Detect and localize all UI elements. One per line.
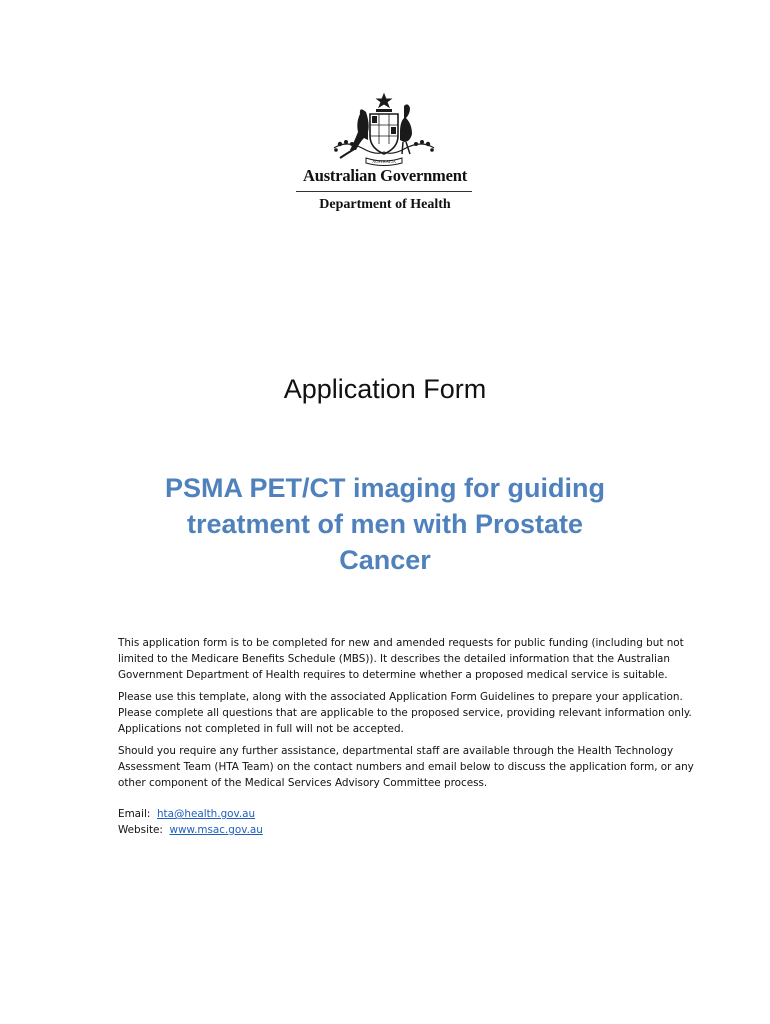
email-line [118, 806, 263, 822]
paragraph-line: Assessment Team (HTA Team) on the contact numbers and email below to discuss the application form, or any [118, 761, 694, 773]
paragraph-line: Government Department of Health requires to determine whether a proposed medical service is suitable. [118, 669, 668, 681]
paragraph-line: other component of the Medical Services Advisory Committee process. [118, 777, 488, 789]
form-title: Application Form [283, 374, 487, 404]
department-name: Department of Health [319, 197, 451, 212]
paragraph-line: This application form is to be completed for new and amended requests for public funding (including but not [118, 637, 684, 649]
instruction-paragraph [118, 689, 692, 737]
government-name: Australian Government [303, 166, 467, 185]
contact-details [118, 806, 263, 838]
email-label: Email: [118, 808, 151, 820]
paragraph-line: Should you require any further assistance, departmental staff are available through the Health Technology [118, 745, 674, 757]
website-label: Website: [118, 824, 163, 836]
website-line [118, 822, 263, 838]
paragraph-line: limited to the Medicare Benefits Schedule (MBS)). It describes the detailed information that the Australian [118, 653, 670, 665]
coat-of-arms-crest [326, 92, 442, 168]
header-divider [296, 191, 472, 192]
subject-line: treatment of men with Prostate [186, 509, 584, 539]
website-link[interactable]: www.msac.gov.au [169, 824, 263, 836]
instruction-paragraph [118, 743, 694, 791]
email-link[interactable]: hta@health.gov.au [156, 808, 256, 820]
paragraph-line: Please complete all questions that are applicable to the proposed service, providing relevant information only. [118, 707, 692, 719]
subject-line: PSMA PET/CT imaging for guiding [165, 473, 605, 503]
crest-scroll-text: AUSTRALIA [372, 159, 396, 164]
paragraph-line: Applications not completed in full will not be accepted. [118, 723, 404, 735]
paragraph-line: Please use this template, along with the associated Application Form Guidelines to prepare your application. [118, 691, 683, 703]
application-subject [110, 470, 660, 578]
instruction-paragraph [118, 635, 684, 683]
subject-line: Cancer [339, 545, 431, 575]
instructions-body [118, 635, 694, 797]
